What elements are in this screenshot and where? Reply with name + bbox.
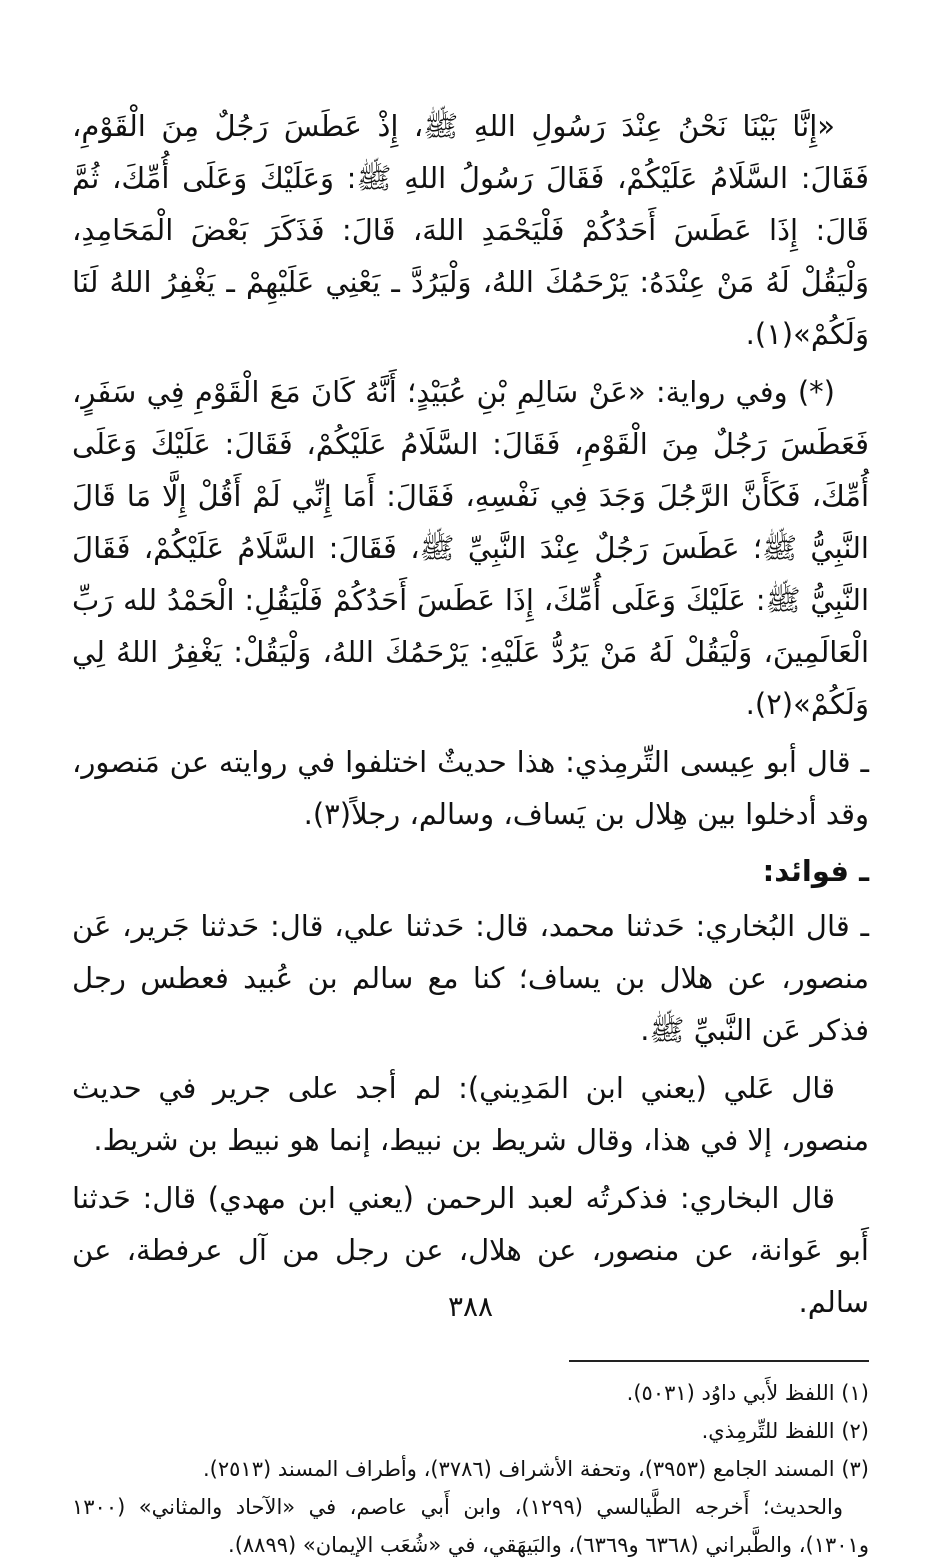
ali-comment: قال عَلي (يعني ابن المَدِيني): لم أجد على جرير في حديث منصور، إلا في هذا، وقال شريط بن نبيط، إنما هو نبيط بن شريط. [72, 1071, 869, 1157]
hadith-paragraph: «إِنَّا بَيْنَا نَحْنُ عِنْدَ رَسُولِ اللهِ ﷺ، إِذْ عَطَسَ رَجُلٌ مِنَ الْقَوْمِ، فَقَالَ: السَّلَامُ عَلَيْكُمْ، فَقَالَ رَسُولُ اللهِ ﷺ: وَعَلَيْكَ وَعَلَى أُمِّكَ، ثُمَّ قَالَ: إِذَا عَطَسَ أَحَدُكُمْ فَلْيَحْمَدِ اللهَ، قَالَ: فَذَكَرَ بَعْضَ الْمَحَامِدِ، وَلْيَقُلْ لَهُ مَنْ عِنْدَهُ: يَرْحَمُكَ اللهُ، وَلْيَرُدَّ ـ يَعْنِي عَلَيْهِمْ ـ يَغْفِرُ اللهُ لَنَا وَلَكُمْ»(١). [72, 109, 869, 351]
narration-paragraph: (*) وفي رواية: «عَنْ سَالِمِ بْنِ عُبَيْدٍ؛ أَنَّهُ كَانَ مَعَ الْقَوْمِ فِي سَفَرٍ، فَعَطَسَ رَجُلٌ مِنَ الْقَوْمِ، فَقَالَ: السَّلَامُ عَلَيْكُمْ، فَقَالَ: عَلَيْكَ وَعَلَى أُمِّكَ، فَكَأَنَّ الرَّجُلَ وَجَدَ فِي نَفْسِهِ، فَقَالَ: أَمَا إِنِّي لَمْ أَقُلْ إِلَّا مَا قَالَ النَّبِيُّ ﷺ؛ عَطَسَ رَجُلٌ عِنْدَ النَّبِيِّ ﷺ، فَقَالَ: السَّلَامُ عَلَيْكُمْ، فَقَالَ النَّبِيُّ ﷺ: عَلَيْكَ وَعَلَى أُمِّكَ، إِذَا عَطَسَ أَحَدُكُمْ فَلْيَقُلِ: الْحَمْدُ لله رَبِّ الْعَالَمِينَ، وَلْيَقُلْ لَهُ مَنْ يَرُدُّ عَلَيْهِ: يَرْحَمُكَ اللهُ، وَلْيَقُلْ: يَغْفِرُ اللهُ لِي وَلَكُمْ»(٢). [72, 375, 869, 721]
footnote-2: (٢) اللفظ للتِّرمِذي. [701, 1419, 869, 1443]
benefits-heading: ـ فوائد: [762, 854, 869, 888]
footnote-3-continuation: والحديث؛ أَخرجه الطَّيالسي (١٢٩٩)، وابن أَبي عاصم، في «الآحاد والمثاني» (١٣٠٠ و١٣٠١)، والطَّبراني (٦٣٦٨ و٦٣٦٩)، والبَيهَقي، في «شُعَب الإيمان» (٨٨٩٩). [72, 1495, 869, 1557]
footnotes [72, 1374, 869, 1564]
main-text [72, 100, 869, 1328]
bukhari-comment: قال البخاري: فذكرتُه لعبد الرحمن (يعني ابن مهدي) قال: حَدثنا أَبو عَوانة، عن منصور، عن هلال، عن رجل من آل عرفطة، عن سالم. [72, 1181, 869, 1319]
footnote-1: (١) اللفظ لأَبي داوُد (٥٠٣١). [626, 1381, 869, 1405]
page-number: ٣٨٨ [447, 1290, 494, 1323]
footnote-separator [569, 1360, 869, 1362]
footnote-3: (٣) المسند الجامع (٣٩٥٣)، وتحفة الأشراف (٣٧٨٦)، وأطراف المسند (٢٥١٣). [203, 1457, 869, 1481]
bukhari-chain: ـ قال البُخاري: حَدثنا محمد، قال: حَدثنا علي، قال: حَدثنا جَرير، عَن منصور، عن هلال بن يساف؛ كنا مع سالم بن عُبيد فعطس رجل فذكر عَن النَّبيِّ ﷺ. [72, 909, 869, 1047]
tirmidhi-comment: ـ قال أبو عِيسى التِّرمِذي: هذا حديثٌ اختلفوا في روايته عن مَنصور، وقد أدخلوا بين هِلال بن يَساف، وسالم، رجلاً(٣). [72, 745, 869, 831]
